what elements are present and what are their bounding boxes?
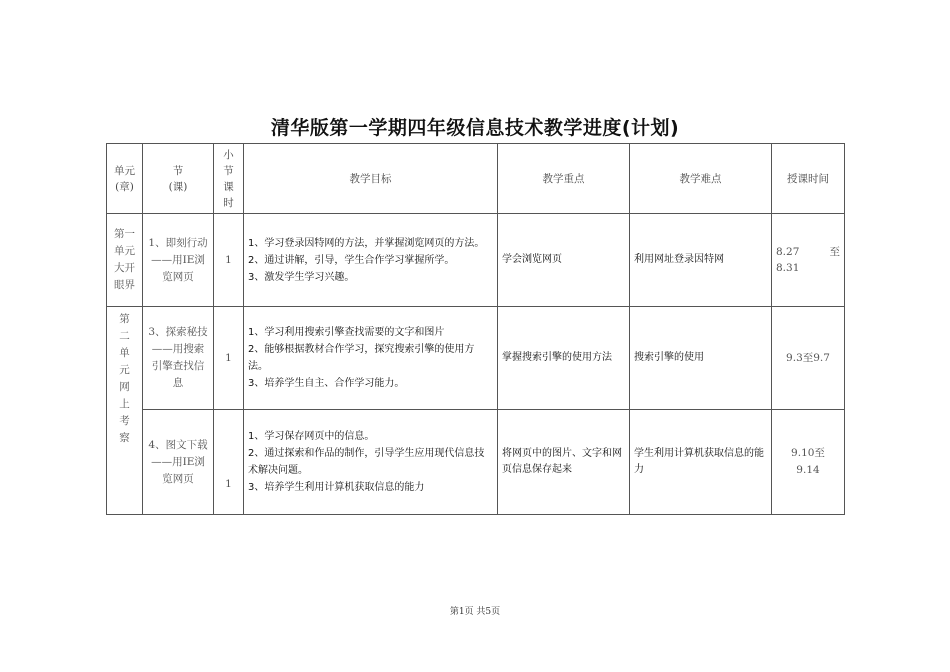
goal-item: 1、学习登录因特网的方法，并掌握浏览网页的方法。 bbox=[248, 237, 485, 249]
goal-item: 1、学习保存网页中的信息。 bbox=[248, 431, 375, 442]
header-goal: 教学目标 bbox=[244, 144, 498, 214]
lesson-hours: 1 bbox=[214, 214, 244, 307]
lesson-goals bbox=[244, 307, 498, 410]
header-focus: 教学重点 bbox=[498, 144, 630, 214]
goal-item: 3、培养学生自主、合作学习能力。 bbox=[248, 378, 405, 389]
lesson-difficulty: 学生利用计算机获取信息的能力 bbox=[630, 410, 772, 515]
lesson-hours: 1 bbox=[214, 410, 244, 515]
header-unit: 单元(章) bbox=[107, 144, 143, 214]
page-footer: 第1页 共5页 bbox=[449, 607, 501, 617]
lesson-focus: 学会浏览网页 bbox=[498, 214, 630, 307]
lesson-section: 1、即刻行动——用IE浏览网页 bbox=[143, 214, 214, 307]
lesson-section: 4、图文下载——用IE浏览网页 bbox=[143, 410, 214, 515]
teaching-plan-table bbox=[106, 143, 845, 515]
unit-name: 第一单元大开眼界 bbox=[107, 214, 143, 307]
table-row bbox=[107, 307, 845, 410]
lesson-focus: 将网页中的图片、文字和网页信息保存起来 bbox=[498, 410, 630, 515]
table-row bbox=[107, 410, 845, 515]
goal-item: 3、培养学生利用计算机获取信息的能力 bbox=[248, 482, 425, 493]
lesson-difficulty: 利用网址登录因特网 bbox=[630, 214, 772, 307]
lesson-goals bbox=[244, 214, 498, 307]
lesson-hours: 1 bbox=[214, 307, 244, 410]
lesson-time: 9.3至9.7 bbox=[772, 307, 845, 410]
lesson-time: 9.10至9.14 bbox=[772, 410, 845, 515]
lesson-time: 8.27 至 8.31 bbox=[772, 214, 845, 307]
goal-item: 3、激发学生学习兴趣。 bbox=[248, 271, 355, 283]
document-title: 清华版第一学期四年级信息技术教学进度(计划) bbox=[270, 117, 680, 139]
goal-item: 2、能够根据教材合作学习，探究搜索引擎的使用方法。 bbox=[248, 344, 475, 372]
lesson-difficulty: 搜索引擎的使用 bbox=[630, 307, 772, 410]
lesson-section: 3、探索秘技——用搜索引擎查找信息 bbox=[143, 307, 214, 410]
table-row bbox=[107, 214, 845, 307]
table-header-row bbox=[107, 144, 845, 214]
goal-item: 1、学习利用搜索引擎查找需要的文字和图片 bbox=[248, 327, 445, 338]
header-hours: 小节课时 bbox=[214, 144, 244, 214]
header-section: 节(课) bbox=[143, 144, 214, 214]
header-difficulty: 教学难点 bbox=[630, 144, 772, 214]
unit-name: 第二单元网上考察 bbox=[107, 307, 143, 515]
goal-item: 2、通过探索和作品的制作，引导学生应用现代信息技术解决问题。 bbox=[248, 448, 485, 476]
lesson-goals bbox=[244, 410, 498, 515]
header-time: 授课时间 bbox=[772, 144, 845, 214]
lesson-focus: 掌握搜索引擎的使用方法 bbox=[498, 307, 630, 410]
goal-item: 2、通过讲解，引导，学生合作学习掌握所学。 bbox=[248, 254, 455, 266]
